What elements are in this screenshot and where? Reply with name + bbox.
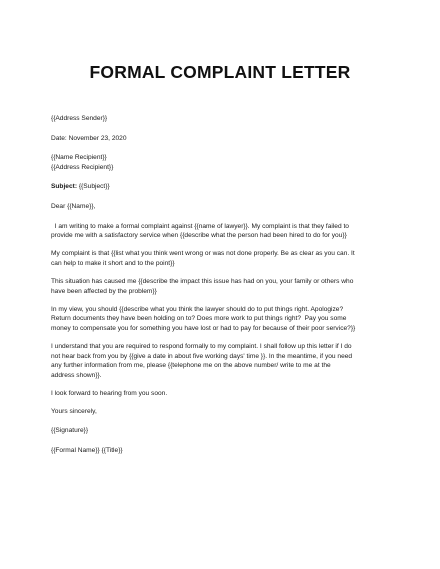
paragraph-line: Return documents they have been holding on to? Does more work to put things right? Pay you some — [51, 315, 347, 323]
paragraph-line: I look forward to hearing from you soon. — [51, 389, 168, 397]
paragraph-line: I am writing to make a formal complaint against {{name of lawyer}}. My complaint is that they failed to — [51, 222, 349, 230]
paragraph-line: any further information from me, please {{telephone me on the above number/ write to me at the — [51, 362, 331, 370]
paragraph-6 — [51, 389, 401, 399]
subject-line — [51, 182, 401, 192]
signoff: {{Formal Name}} {{Title}} — [51, 447, 123, 455]
letter-body — [51, 114, 401, 456]
paragraph-4 — [51, 305, 401, 334]
sender-address: {{Address Sender}} — [51, 115, 108, 122]
paragraph-line: can help to make it short and to the point}} — [51, 259, 175, 267]
paragraph-1 — [51, 222, 401, 241]
closing: Yours sincerely, — [51, 407, 97, 415]
paragraph-line: address shown}}. — [51, 371, 102, 379]
subject-label: Subject: — [51, 183, 78, 191]
salutation: Dear {{Name}}, — [51, 202, 96, 210]
paragraph-line: have been affected by the problem}} — [51, 287, 157, 295]
recipient-address: {{Address Recipient}} — [51, 163, 114, 171]
paragraph-line: I understand that you are required to respond formally to my complaint. I shall follow up this letter if I do — [51, 342, 352, 350]
paragraph-line: provide me with a satisfactory service when {{describe what the person had been hired to do for you}} — [51, 232, 347, 240]
document-title: FORMAL COMPLAINT LETTER — [89, 62, 351, 82]
paragraph-line: My complaint is that {{list what you think went wrong or was not done properly. Be as clear as you can. It — [51, 250, 355, 258]
subject-value: {{Subject}} — [77, 183, 110, 191]
paragraph-5 — [51, 342, 401, 380]
paragraph-line: In my view, you should {{describe what you think the lawyer should do to put things right. Apologize? — [51, 305, 344, 313]
signature: {{Signature}} — [51, 427, 89, 435]
recipient-name: {{Name Recipient}} — [51, 154, 107, 162]
paragraph-3 — [51, 277, 401, 296]
paragraph-line: not hear back from you by {{give a date in about five working days' time }}. In the meantime, if you need — [51, 352, 353, 360]
paragraph-line: This situation has caused me {{describe the impact this issue has had on you, your family or others who — [51, 277, 354, 285]
letter-date: Date: November 23, 2020 — [51, 134, 127, 142]
paragraph-2 — [51, 249, 401, 268]
paragraph-line: money to compensate you for something you have lost or had to pay for because of their poor service?}} — [51, 324, 356, 332]
